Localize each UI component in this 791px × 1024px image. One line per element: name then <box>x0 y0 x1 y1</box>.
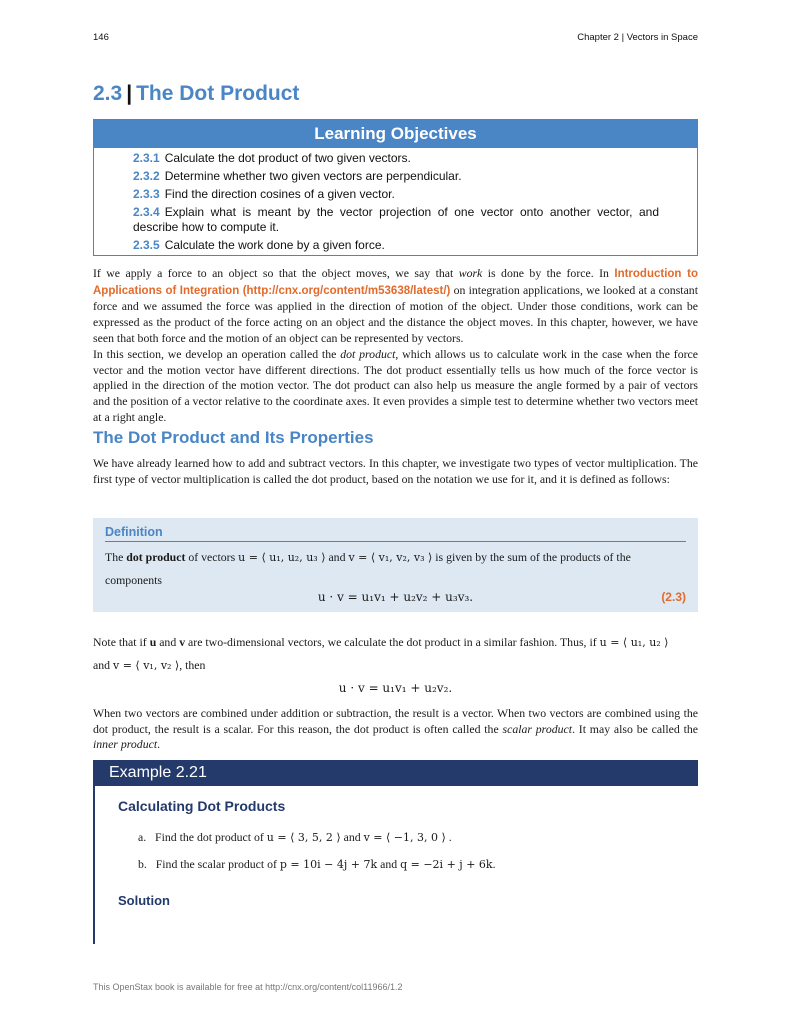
objective-item <box>133 238 659 253</box>
integration-link[interactable]: Introduction to Applications of Integration (http://cnx.org/content/m53638/latest/) <box>93 268 698 297</box>
text-run: and <box>377 857 401 871</box>
text-run: is done by the force. In <box>482 266 615 280</box>
vector-q-example: q = −2i + j + 6k <box>400 858 493 871</box>
text-run: The <box>105 550 127 564</box>
text-run: If we apply a force to an object so that the object moves, we say that <box>93 266 459 280</box>
objective-number: 2.3.2 <box>133 169 160 183</box>
definition-text <box>105 546 686 591</box>
text-run: and <box>156 635 180 649</box>
vector-v-def: v = ⟨ v₁, v₂, v₃ ⟩ <box>348 551 433 564</box>
text-run: are two-dimensional vectors, we calculate the dot product in a similar fashion. Thus, if <box>185 635 600 649</box>
item-letter: a. <box>138 830 147 844</box>
equation-number: (2.3) <box>661 590 686 604</box>
intro-paragraph-1 <box>93 266 698 347</box>
text-run: In this section, we develop an operation called the <box>93 347 341 361</box>
term-work: work <box>458 266 483 280</box>
example-title: Calculating Dot Products <box>118 798 286 814</box>
text-run: is given by the sum of the products of the components <box>105 550 631 587</box>
example-item-a <box>138 830 452 845</box>
definition-title: Definition <box>105 525 686 542</box>
section-number: 2.3 <box>93 82 123 105</box>
objective-number: 2.3.1 <box>133 151 160 165</box>
text-run: . <box>492 857 496 871</box>
text-run: . <box>445 830 452 844</box>
term-dot-product-bold: dot product <box>126 550 186 564</box>
text-run: . It may also be called the <box>572 721 699 736</box>
objective-item <box>133 205 659 235</box>
text-run: . <box>157 737 161 752</box>
text-run: Find the dot product of <box>155 830 267 844</box>
section-title-text: The Dot Product <box>136 82 300 105</box>
item-letter: b. <box>138 857 147 871</box>
learning-objectives-heading: Learning Objectives <box>94 120 697 148</box>
objective-number: 2.3.5 <box>133 238 160 252</box>
learning-objectives-box <box>93 119 698 256</box>
text-run: When two vectors are combined under addition or subtraction, the result is a vector. When two vectors are combined using the dot product, the result is a scalar. For this reason, the dot product is often called the <box>93 706 698 736</box>
objective-item <box>133 169 659 184</box>
vector-u-example: u = ⟨ 3, 5, 2 ⟩ <box>266 831 341 844</box>
text-run: Find the scalar product of <box>155 857 280 871</box>
paragraph-two-dimensional <box>93 631 698 677</box>
learning-objectives-list <box>133 151 659 256</box>
text-run: and <box>93 658 113 672</box>
objective-number: 2.3.3 <box>133 187 160 201</box>
section-separator: | <box>126 82 133 105</box>
term-inner-product: inner product <box>93 737 158 752</box>
chapter-title: Chapter 2 | Vectors in Space <box>577 32 698 43</box>
text-run: , which allows us to calculate work in the case when the force vector and the motion vector have different directions. The dot product essentially tells us how much of the force vector is applied in the direction of the motion vector. The dot product can also help us measure the angle formed by a pair of vectors and the position of a vector relative to the coordinate axes. It even provides a simple test to determine whether two vectors meet at a right angle. <box>93 347 698 424</box>
subsection-title: The Dot Product and Its Properties <box>93 428 374 447</box>
objective-item <box>133 187 659 202</box>
example-left-rule <box>93 786 95 944</box>
vector-u-def: u = ⟨ u₁, u₂, u₃ ⟩ <box>238 551 326 564</box>
paragraph-scalar-product <box>93 706 698 753</box>
objective-number: 2.3.4 <box>133 205 160 219</box>
text-run: , then <box>179 658 206 672</box>
definition-box <box>93 518 698 612</box>
intro-paragraph-2 <box>93 347 698 426</box>
vector-v-example: v = ⟨ −1, 3, 0 ⟩ <box>363 831 446 844</box>
term-scalar-product: scalar product <box>502 721 573 736</box>
symbol-u: u <box>149 635 157 649</box>
objective-item <box>133 151 659 166</box>
text-run: and <box>325 550 349 564</box>
dot-product-2d-equation: u · v = u₁v₁ + u₂v₂. <box>338 681 453 695</box>
text-run: and <box>340 830 364 844</box>
page-number: 146 <box>93 32 109 43</box>
example-item-b <box>138 857 496 872</box>
symbol-v: v <box>179 635 186 649</box>
text-run: on integration applications, we looked at a constant force and we assumed the force was applied in the direction of motion of the object. Under those conditions, work can be expressed as the product of the force acting on an object and the distance the object moves. In this chapter, however, we have seen that both force and the motion of an object can be represented by vectors. <box>93 282 698 345</box>
text-run: of vectors <box>185 550 239 564</box>
objective-text: Explain what is meant by the vector projection of one vector onto another vector, and describe how to compute it. <box>133 205 659 234</box>
page-footer: This OpenStax book is available for free at http://cnx.org/content/col11966/1.2 <box>93 982 403 992</box>
running-head <box>93 32 698 44</box>
paragraph-vector-multiplication: We have already learned how to add and subtract vectors. In this chapter, we investigate two types of vector multiplication. The first type of vector multiplication is called the dot product, based on the notation we use for it, and it is defined as follows: <box>93 456 698 486</box>
text-run: Note that if <box>93 635 150 649</box>
dot-product-equation: u · v = u₁v₁ + u₂v₂ + u₃v₃. <box>317 590 474 604</box>
example-header: Example 2.21 <box>93 760 698 786</box>
objective-text: Determine whether two given vectors are perpendicular. <box>164 169 462 183</box>
objective-text: Calculate the dot product of two given vectors. <box>164 151 411 165</box>
vector-p-example: p = 10i − 4j + 7k <box>279 858 378 871</box>
vector-v-2d: v = ⟨ v₁, v₂ ⟩ <box>112 659 180 672</box>
solution-heading: Solution <box>118 893 170 908</box>
vector-u-2d: u = ⟨ u₁, u₂ ⟩ <box>599 636 669 649</box>
term-dot-product: dot product <box>340 347 396 361</box>
objective-text: Find the direction cosines of a given vector. <box>164 187 395 201</box>
objective-text: Calculate the work done by a given force. <box>164 238 385 252</box>
section-title <box>93 82 299 106</box>
